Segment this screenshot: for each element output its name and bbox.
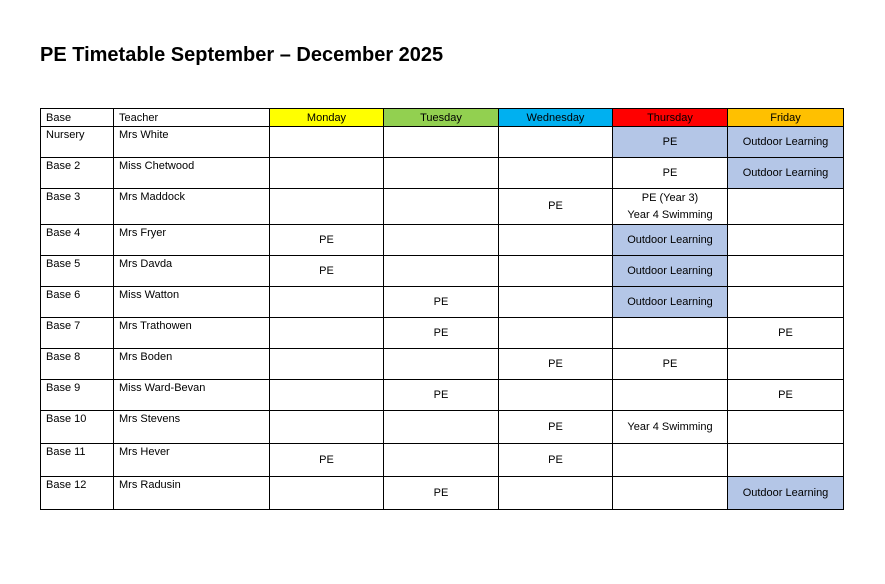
base-cell: Base 5 bbox=[41, 256, 114, 287]
table-row bbox=[41, 256, 844, 287]
cell-monday bbox=[270, 411, 384, 444]
cell-wednesday bbox=[499, 477, 613, 510]
base-cell: Base 12 bbox=[41, 477, 114, 510]
cell-tuesday bbox=[384, 189, 499, 225]
cell-wednesday bbox=[499, 287, 613, 318]
cell-tuesday bbox=[384, 477, 499, 510]
teacher-cell: Mrs Boden bbox=[114, 349, 270, 380]
teacher-cell: Mrs Radusin bbox=[114, 477, 270, 510]
cell-friday bbox=[728, 256, 844, 287]
cell-tuesday bbox=[384, 256, 499, 287]
teacher-cell: Mrs Maddock bbox=[114, 189, 270, 225]
cell-monday bbox=[270, 349, 384, 380]
cell-friday bbox=[728, 411, 844, 444]
cell-monday bbox=[270, 318, 384, 349]
cell-wednesday bbox=[499, 318, 613, 349]
teacher-cell: Miss Ward-Bevan bbox=[114, 380, 270, 411]
cell-monday bbox=[270, 225, 384, 256]
activity-text: PE bbox=[433, 295, 449, 308]
teacher-cell: Mrs Stevens bbox=[114, 411, 270, 444]
activity-text: Year 4 Swimming bbox=[627, 208, 713, 221]
cell-friday bbox=[728, 287, 844, 318]
header-row bbox=[41, 109, 844, 127]
cell-thursday bbox=[613, 287, 728, 318]
cell-wednesday bbox=[499, 380, 613, 411]
base-cell: Base 6 bbox=[41, 287, 114, 318]
table-row bbox=[41, 444, 844, 477]
activity-text: PE bbox=[548, 200, 563, 212]
activity-text: Outdoor Learning bbox=[742, 135, 829, 148]
activity-text: PE bbox=[319, 264, 334, 277]
cell-monday bbox=[270, 256, 384, 287]
teacher-cell: Miss Chetwood bbox=[114, 158, 270, 189]
cell-wednesday bbox=[499, 127, 613, 158]
activity-text: Outdoor Learning bbox=[627, 295, 713, 308]
activity-text: PE (Year 3) bbox=[641, 191, 699, 204]
cell-tuesday bbox=[384, 127, 499, 158]
timetable-body bbox=[41, 127, 844, 510]
cell-friday bbox=[728, 158, 844, 189]
cell-monday bbox=[270, 158, 384, 189]
cell-thursday bbox=[613, 380, 728, 411]
activity-text: Outdoor Learning bbox=[627, 233, 713, 246]
base-cell: Base 10 bbox=[41, 411, 114, 444]
activity-text: Outdoor Learning bbox=[742, 486, 829, 499]
table-row bbox=[41, 411, 844, 444]
activity-text: Year 4 Swimming bbox=[627, 420, 713, 433]
cell-tuesday bbox=[384, 287, 499, 318]
cell-thursday bbox=[613, 189, 728, 225]
cell-monday bbox=[270, 127, 384, 158]
day-header-monday: Monday bbox=[270, 109, 384, 127]
cell-wednesday bbox=[499, 189, 613, 225]
activity-text: PE bbox=[433, 326, 449, 339]
table-row bbox=[41, 287, 844, 318]
teacher-cell: Mrs Hever bbox=[114, 444, 270, 477]
activity-text: PE bbox=[662, 166, 678, 179]
day-header-thursday: Thursday bbox=[613, 109, 728, 127]
activity-text: Outdoor Learning bbox=[627, 264, 713, 277]
table-row bbox=[41, 158, 844, 189]
base-cell: Base 2 bbox=[41, 158, 114, 189]
table-row bbox=[41, 477, 844, 510]
activity-text: PE bbox=[778, 326, 793, 339]
cell-tuesday bbox=[384, 349, 499, 380]
teacher-header: Teacher bbox=[114, 109, 270, 127]
day-header-tuesday: Tuesday bbox=[384, 109, 499, 127]
cell-friday bbox=[728, 444, 844, 477]
cell-tuesday bbox=[384, 225, 499, 256]
cell-friday bbox=[728, 225, 844, 256]
cell-monday bbox=[270, 287, 384, 318]
cell-wednesday bbox=[499, 444, 613, 477]
activity-text: PE bbox=[319, 233, 334, 246]
base-cell: Base 9 bbox=[41, 380, 114, 411]
teacher-cell: Miss Watton bbox=[114, 287, 270, 318]
cell-wednesday bbox=[499, 411, 613, 444]
cell-thursday bbox=[613, 225, 728, 256]
teacher-cell: Mrs Fryer bbox=[114, 225, 270, 256]
cell-friday bbox=[728, 318, 844, 349]
base-cell: Base 4 bbox=[41, 225, 114, 256]
activity-text: Outdoor Learning bbox=[742, 166, 829, 179]
activity-text: PE bbox=[662, 357, 678, 370]
table-row bbox=[41, 380, 844, 411]
cell-wednesday bbox=[499, 256, 613, 287]
table-row bbox=[41, 189, 844, 225]
cell-thursday bbox=[613, 256, 728, 287]
table-row bbox=[41, 127, 844, 158]
cell-tuesday bbox=[384, 411, 499, 444]
cell-tuesday bbox=[384, 158, 499, 189]
cell-wednesday bbox=[499, 225, 613, 256]
table-row bbox=[41, 349, 844, 380]
timetable bbox=[40, 108, 844, 510]
base-cell: Base 7 bbox=[41, 318, 114, 349]
cell-friday bbox=[728, 380, 844, 411]
table-row bbox=[41, 225, 844, 256]
table-row bbox=[41, 318, 844, 349]
cell-thursday bbox=[613, 158, 728, 189]
cell-tuesday bbox=[384, 444, 499, 477]
activity-text: PE bbox=[662, 135, 678, 148]
base-header: Base bbox=[41, 109, 114, 127]
base-cell: Base 3 bbox=[41, 189, 114, 225]
base-cell: Base 8 bbox=[41, 349, 114, 380]
cell-wednesday bbox=[499, 349, 613, 380]
teacher-cell: Mrs White bbox=[114, 127, 270, 158]
activity-text: PE bbox=[548, 453, 563, 466]
cell-monday bbox=[270, 380, 384, 411]
activity-text: PE bbox=[319, 453, 334, 466]
cell-friday bbox=[728, 189, 844, 225]
cell-friday bbox=[728, 127, 844, 158]
activity-text: PE bbox=[548, 420, 563, 433]
teacher-cell: Mrs Trathowen bbox=[114, 318, 270, 349]
cell-thursday bbox=[613, 127, 728, 158]
activity-text: PE bbox=[778, 388, 793, 401]
cell-thursday bbox=[613, 477, 728, 510]
activity-text: PE bbox=[433, 388, 449, 401]
day-header-friday: Friday bbox=[728, 109, 844, 127]
base-cell: Base 11 bbox=[41, 444, 114, 477]
cell-thursday bbox=[613, 318, 728, 349]
teacher-cell: Mrs Davda bbox=[114, 256, 270, 287]
cell-friday bbox=[728, 349, 844, 380]
cell-thursday bbox=[613, 411, 728, 444]
base-cell: Nursery bbox=[41, 127, 114, 158]
cell-thursday bbox=[613, 349, 728, 380]
activity-text: PE bbox=[548, 357, 563, 370]
cell-monday bbox=[270, 444, 384, 477]
cell-friday bbox=[728, 477, 844, 510]
day-header-wednesday: Wednesday bbox=[499, 109, 613, 127]
cell-monday bbox=[270, 189, 384, 225]
cell-tuesday bbox=[384, 380, 499, 411]
page-title: PE Timetable September – December 2025 bbox=[40, 44, 444, 66]
cell-wednesday bbox=[499, 158, 613, 189]
cell-monday bbox=[270, 477, 384, 510]
cell-tuesday bbox=[384, 318, 499, 349]
cell-thursday bbox=[613, 444, 728, 477]
activity-text: PE bbox=[433, 486, 449, 499]
